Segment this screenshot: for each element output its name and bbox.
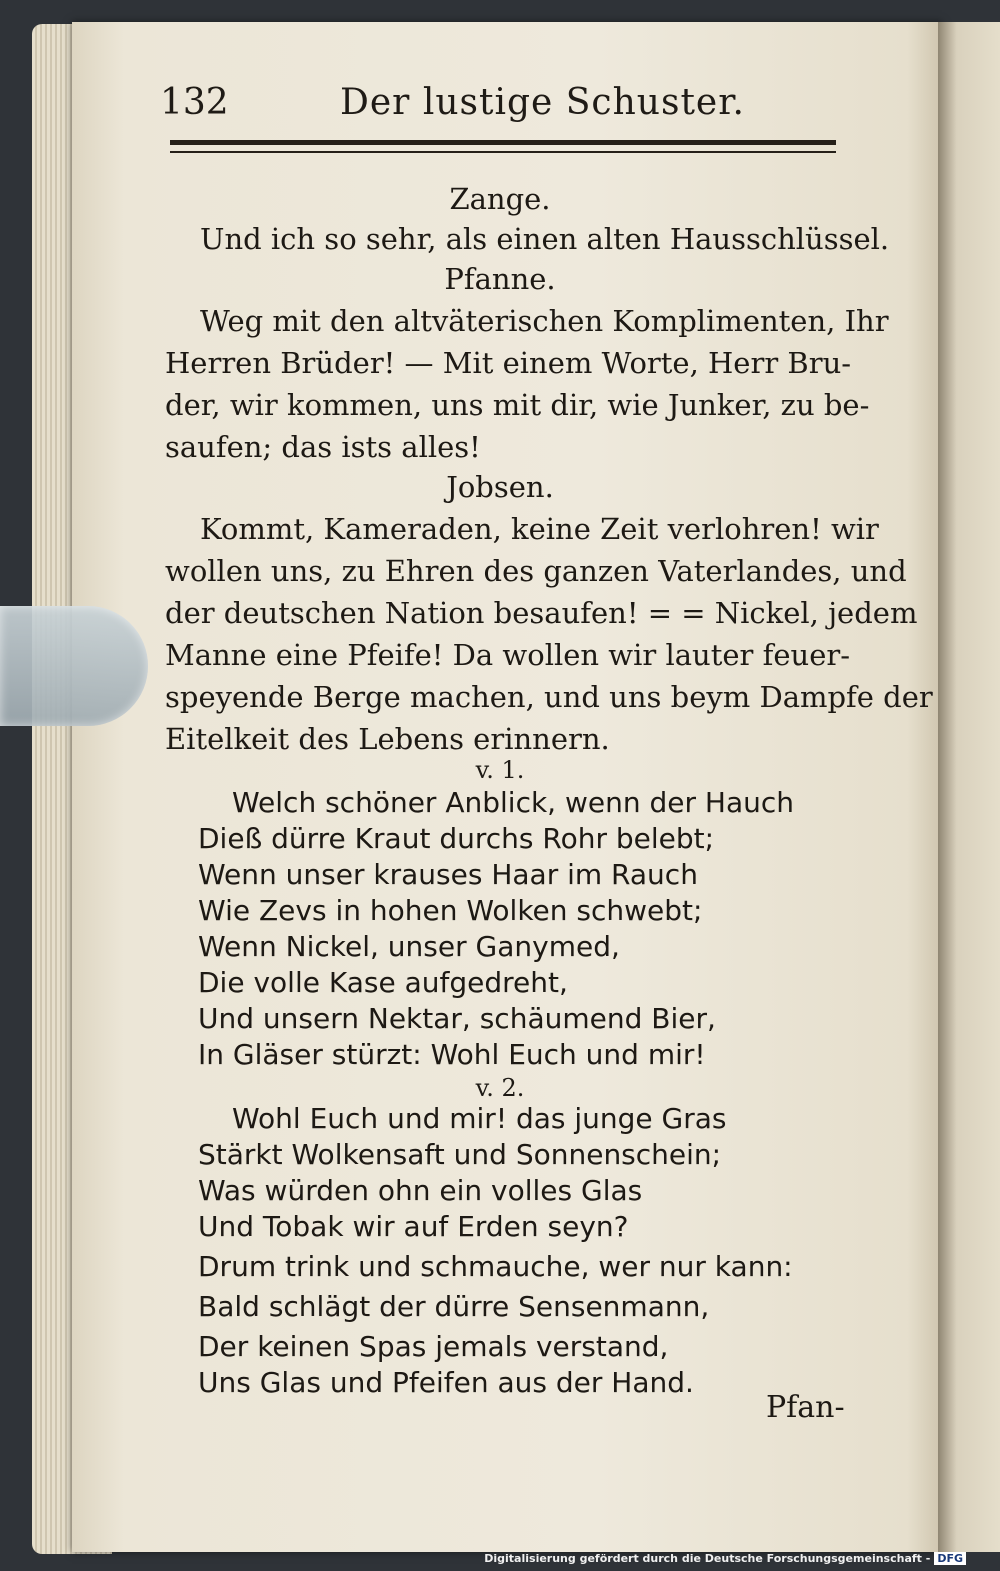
verse-line: Wohl Euch und mir! das junge Gras	[232, 1102, 727, 1135]
facing-page-edge	[938, 22, 1000, 1552]
text-line: der deutschen Nation besaufen! = = Nickel, jedem	[165, 596, 918, 630]
catchword: Pfan-	[766, 1390, 845, 1425]
digitization-footer	[484, 1552, 966, 1565]
header-rule-thin	[170, 151, 836, 153]
verse-line: Wenn Nickel, unser Ganymed,	[198, 930, 620, 963]
verse-line: Stärkt Wolkensaft und Sonnenschein;	[198, 1138, 722, 1171]
footer-text: Digitalisierung gefördert durch die Deutsche Forschungsgemeinschaft -	[484, 1552, 931, 1565]
text-line: Weg mit den altväterischen Komplimenten, Ihr	[200, 304, 889, 338]
page-header	[160, 82, 835, 132]
text-line: Manne eine Pfeife! Da wollen wir lauter feuer-	[165, 638, 851, 672]
verse-line: Und unsern Nektar, schäumend Bier,	[198, 1002, 716, 1035]
dfg-logo-icon: DFG	[934, 1552, 966, 1565]
verse-line: Dieß dürre Kraut durchs Rohr belebt;	[198, 822, 715, 855]
text-line: Eitelkeit des Lebens erinnern.	[165, 722, 610, 756]
verse-line: Welch schöner Anblick, wenn der Hauch	[232, 786, 795, 819]
text-line: Herren Brüder! — Mit einem Worte, Herr Bru-	[165, 346, 852, 380]
speaker-jobsen: Jobsen.	[446, 470, 554, 504]
text-line: Kommt, Kameraden, keine Zeit verlohren! wir	[200, 512, 879, 546]
verse-line: Drum trink und schmauche, wer nur kann:	[198, 1250, 793, 1283]
page-holder-clip	[0, 606, 148, 726]
verse-line: Bald schlägt der dürre Sensenmann,	[198, 1290, 710, 1323]
speaker-pfanne: Pfanne.	[444, 262, 556, 296]
verse-label: v. 2.	[475, 1074, 525, 1102]
header-rule-thick	[170, 140, 836, 145]
text-line: der, wir kommen, uns mit dir, wie Junker, zu be-	[165, 388, 870, 422]
verse-line: Uns Glas und Pfeifen aus der Hand.	[198, 1366, 694, 1399]
text-line: wollen uns, zu Ehren des ganzen Vaterlandes, und	[165, 554, 907, 588]
running-title: Der lustige Schuster.	[340, 82, 745, 123]
page-number: 132	[160, 82, 229, 123]
text-line: Und ich so sehr, als einen alten Hausschlüssel.	[200, 222, 890, 256]
verse-line: Und Tobak wir auf Erden seyn?	[198, 1210, 629, 1243]
text-line: saufen; das ists alles!	[165, 430, 481, 464]
verse-line: Die volle Kase aufgedreht,	[198, 966, 568, 999]
verse-line: Wie Zevs in hohen Wolken schwebt;	[198, 894, 703, 927]
verse-line: In Gläser stürzt: Wohl Euch und mir!	[198, 1038, 706, 1071]
text-line: speyende Berge machen, und uns beym Dampfe der	[165, 680, 933, 714]
verse-line: Der keinen Spas jemals verstand,	[198, 1330, 669, 1363]
verse-line: Wenn unser krauses Haar im Rauch	[198, 858, 698, 891]
speaker-zange: Zange.	[449, 182, 551, 216]
verse-line: Was würden ohn ein volles Glas	[198, 1174, 643, 1207]
verse-label: v. 1.	[475, 756, 525, 784]
